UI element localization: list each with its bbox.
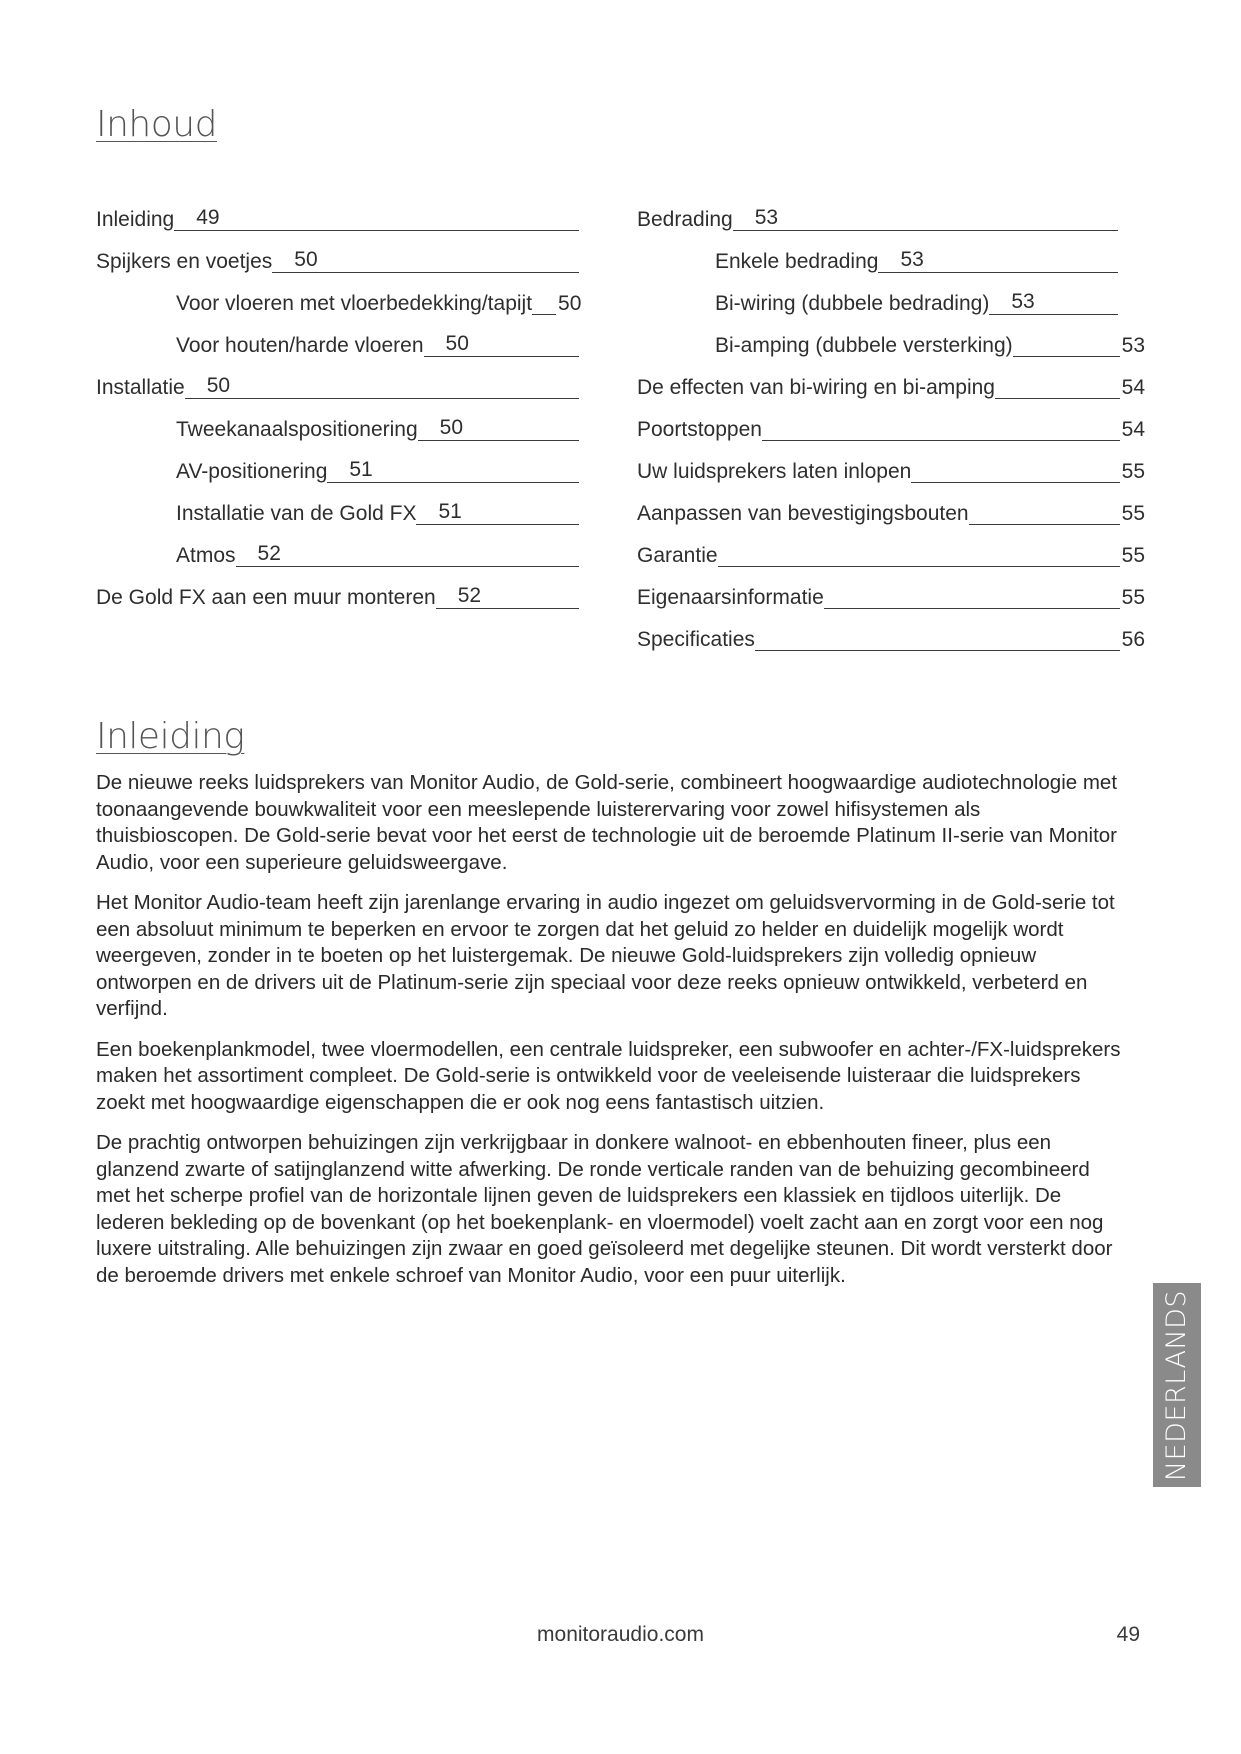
toc-entry-page: 53 bbox=[1121, 334, 1145, 357]
intro-heading: Inleiding bbox=[96, 716, 245, 757]
toc-heading: Inhoud bbox=[96, 104, 217, 145]
toc-entry-label: Specificaties bbox=[637, 628, 755, 651]
toc-entry[interactable] bbox=[715, 249, 1118, 275]
toc-entry-page: 55 bbox=[1121, 502, 1145, 525]
language-tab-label: NEDERLANDS bbox=[1161, 1289, 1193, 1481]
toc-entry[interactable] bbox=[176, 543, 579, 569]
toc-entry-page: 50 bbox=[445, 332, 469, 355]
toc-leader-rule bbox=[969, 524, 1120, 525]
toc-entry[interactable] bbox=[96, 207, 579, 233]
toc-entry-page: 50 bbox=[439, 416, 464, 439]
toc-entry-page: 54 bbox=[1121, 418, 1145, 441]
intro-paragraph: Een boekenplankmodel, twee vloermodellen, een centrale luidspreker, een subwoofer en achter-/FX-luidsprekers maken het assortiment compleet. De Gold-serie is ontwikkeld voor de veeleisende luisteraar die luidsprekers zoekt met hoogwaardige eigenschappen die er ook nog eens fantastisch uitzien. bbox=[96, 1037, 1121, 1114]
toc-leader-rule bbox=[762, 440, 1120, 441]
toc-entry-label: Uw luidsprekers laten inlopen bbox=[637, 460, 912, 483]
toc-entry-label: Aanpassen van bevestigingsbouten bbox=[637, 502, 969, 525]
toc-entry-page: 54 bbox=[1121, 376, 1145, 399]
toc-entry[interactable] bbox=[176, 291, 582, 317]
toc-entry[interactable] bbox=[176, 333, 579, 359]
toc-entry[interactable] bbox=[96, 249, 579, 275]
toc-leader-rule bbox=[718, 566, 1120, 567]
intro-paragraph: De nieuwe reeks luidsprekers van Monitor Audio, de Gold-serie, combineert hoogwaardige audiotechnologie met toonaangevende bouwkwaliteit voor een meeslepende luisterervaring voor zowel hifisystemen als thuisbioscopen. De Gold-serie bevat voor het eerst de technologie uit de beroemde Platinum II-serie van Monitor Audio, voor een superieure geluidsweergave. bbox=[96, 771, 1118, 874]
toc-leader-rule bbox=[185, 374, 579, 399]
toc-entry[interactable] bbox=[176, 501, 579, 527]
toc-entry-label: Enkele bedrading bbox=[715, 250, 879, 273]
toc-leader-rule bbox=[532, 314, 556, 315]
toc-entry-label: Inleiding bbox=[96, 208, 175, 231]
toc-entry-label: Voor houten/harde vloeren bbox=[176, 334, 424, 357]
intro-body bbox=[96, 770, 1126, 1303]
toc-entry[interactable] bbox=[176, 417, 579, 443]
toc-leader-rule bbox=[995, 398, 1120, 399]
toc-entry-page: 50 bbox=[294, 248, 318, 271]
toc-leader-rule bbox=[174, 206, 579, 231]
toc-entry-label: Garantie bbox=[637, 544, 718, 567]
language-tab bbox=[1153, 1283, 1201, 1487]
toc-entry[interactable] bbox=[637, 375, 1145, 401]
toc-entry-label: Spijkers en voetjes bbox=[96, 250, 273, 273]
toc-entry-page: 52 bbox=[257, 542, 281, 565]
toc-entry-page: 51 bbox=[438, 500, 462, 523]
toc-entry[interactable] bbox=[637, 627, 1145, 653]
toc-entry-label: Voor vloeren met vloerbedekking/tapijt bbox=[176, 292, 533, 315]
toc-entry-label: Atmos bbox=[176, 544, 236, 567]
toc-entry-label: Bedrading bbox=[637, 208, 733, 231]
toc-leader-rule bbox=[327, 458, 579, 483]
toc-entry-page: 55 bbox=[1121, 586, 1145, 609]
toc-entry-label: Eigenaarsinformatie bbox=[637, 586, 824, 609]
toc-entry-page: 53 bbox=[900, 248, 924, 271]
toc-leader-rule bbox=[755, 650, 1120, 651]
toc-entry-label: Tweekanaalspositionering bbox=[176, 418, 418, 441]
toc-entry[interactable] bbox=[96, 375, 579, 401]
toc-entry-label: AV-positionering bbox=[176, 460, 328, 483]
toc-entry[interactable] bbox=[96, 585, 579, 611]
toc-entry-page: 52 bbox=[457, 584, 482, 607]
toc-leader-rule bbox=[824, 608, 1120, 609]
toc-leader-rule bbox=[416, 500, 579, 525]
toc-leader-rule bbox=[911, 482, 1119, 483]
toc-entry-page: 56 bbox=[1121, 628, 1145, 651]
toc-entry-label: Poortstoppen bbox=[637, 418, 762, 441]
intro-paragraph: De prachtig ontworpen behuizingen zijn verkrijgbaar in donkere walnoot- en ebbenhouten fineer, plus een glanzend zwarte of satijnglanzend witte afwerking. De ronde verticale randen van de behuizing gecombineerd met het scherpe profiel van de horizontale lijnen geven de luidsprekers een klassiek en tijdloos uiterlijk. De lederen bekleding op de bovenkant (op het boekenplank- en vloermodel) voelt zacht aan en zorgt voor een nog luxere uitstraling. Alle behuizingen zijn zwaar en goed geïsoleerd met degelijke steunen. Dit wordt versterkt door de beroemde drivers met enkele schroef van Monitor Audio, voor een puur uiterlijk. bbox=[96, 1131, 1113, 1287]
toc-leader-rule bbox=[733, 206, 1118, 231]
toc-leader-rule bbox=[424, 332, 579, 357]
footer-website: monitoraudio.com bbox=[537, 1623, 704, 1646]
toc-leader-rule bbox=[878, 248, 1118, 273]
toc-entry-label: De effecten van bi-wiring en bi-amping bbox=[637, 376, 995, 399]
toc-entry-page: 55 bbox=[1121, 544, 1145, 567]
toc-entry-label: Bi-wiring (dubbele bedrading) bbox=[715, 292, 990, 315]
toc-leader-rule bbox=[436, 584, 579, 609]
toc-entry[interactable] bbox=[637, 501, 1145, 527]
toc-entry-page: 53 bbox=[1011, 290, 1035, 313]
toc-leader-rule bbox=[272, 248, 579, 273]
toc-entry[interactable] bbox=[637, 417, 1145, 443]
toc-entry-page: 53 bbox=[754, 206, 779, 229]
toc-entry-label: Bi-amping (dubbele versterking) bbox=[715, 334, 1013, 357]
toc-entry[interactable] bbox=[637, 459, 1145, 485]
toc-entry[interactable] bbox=[637, 207, 1118, 233]
toc-leader-rule bbox=[989, 290, 1118, 315]
toc-leader-rule bbox=[1013, 356, 1120, 357]
toc-entry-page: 49 bbox=[196, 206, 220, 229]
toc-entry-label: Installatie bbox=[96, 376, 185, 399]
toc-leader-rule bbox=[418, 416, 579, 441]
toc-entry[interactable] bbox=[715, 333, 1145, 359]
toc-entry-page: 50 bbox=[206, 374, 231, 397]
toc-entry-page: 51 bbox=[349, 458, 373, 481]
toc-leader-rule bbox=[236, 542, 579, 567]
toc-entry-page: 50 bbox=[558, 292, 582, 315]
intro-paragraph: Het Monitor Audio-team heeft zijn jarenlange ervaring in audio ingezet om geluidsvervorming in de Gold-serie tot een absoluut minimum te beperken en ervoor te zorgen dat het geluid zo helder en duidelijk mogelijk wordt weergeven, zonder in te boeten op het luistergemak. De nieuwe Gold-luidsprekers zijn volledig opnieuw ontworpen en de drivers uit de Platinum-serie zijn speciaal voor deze reeks opnieuw ontwikkeld, verbeterd en verfijnd. bbox=[96, 891, 1115, 1020]
footer-page-number: 49 bbox=[1116, 1623, 1140, 1646]
toc-entry[interactable] bbox=[715, 291, 1118, 317]
toc-entry[interactable] bbox=[637, 543, 1145, 569]
toc-entry[interactable] bbox=[176, 459, 579, 485]
toc-entry-page: 55 bbox=[1121, 460, 1145, 483]
toc-entry-label: De Gold FX aan een muur monteren bbox=[96, 586, 436, 609]
toc-entry-label: Installatie van de Gold FX bbox=[176, 502, 417, 525]
toc-entry[interactable] bbox=[637, 585, 1145, 611]
